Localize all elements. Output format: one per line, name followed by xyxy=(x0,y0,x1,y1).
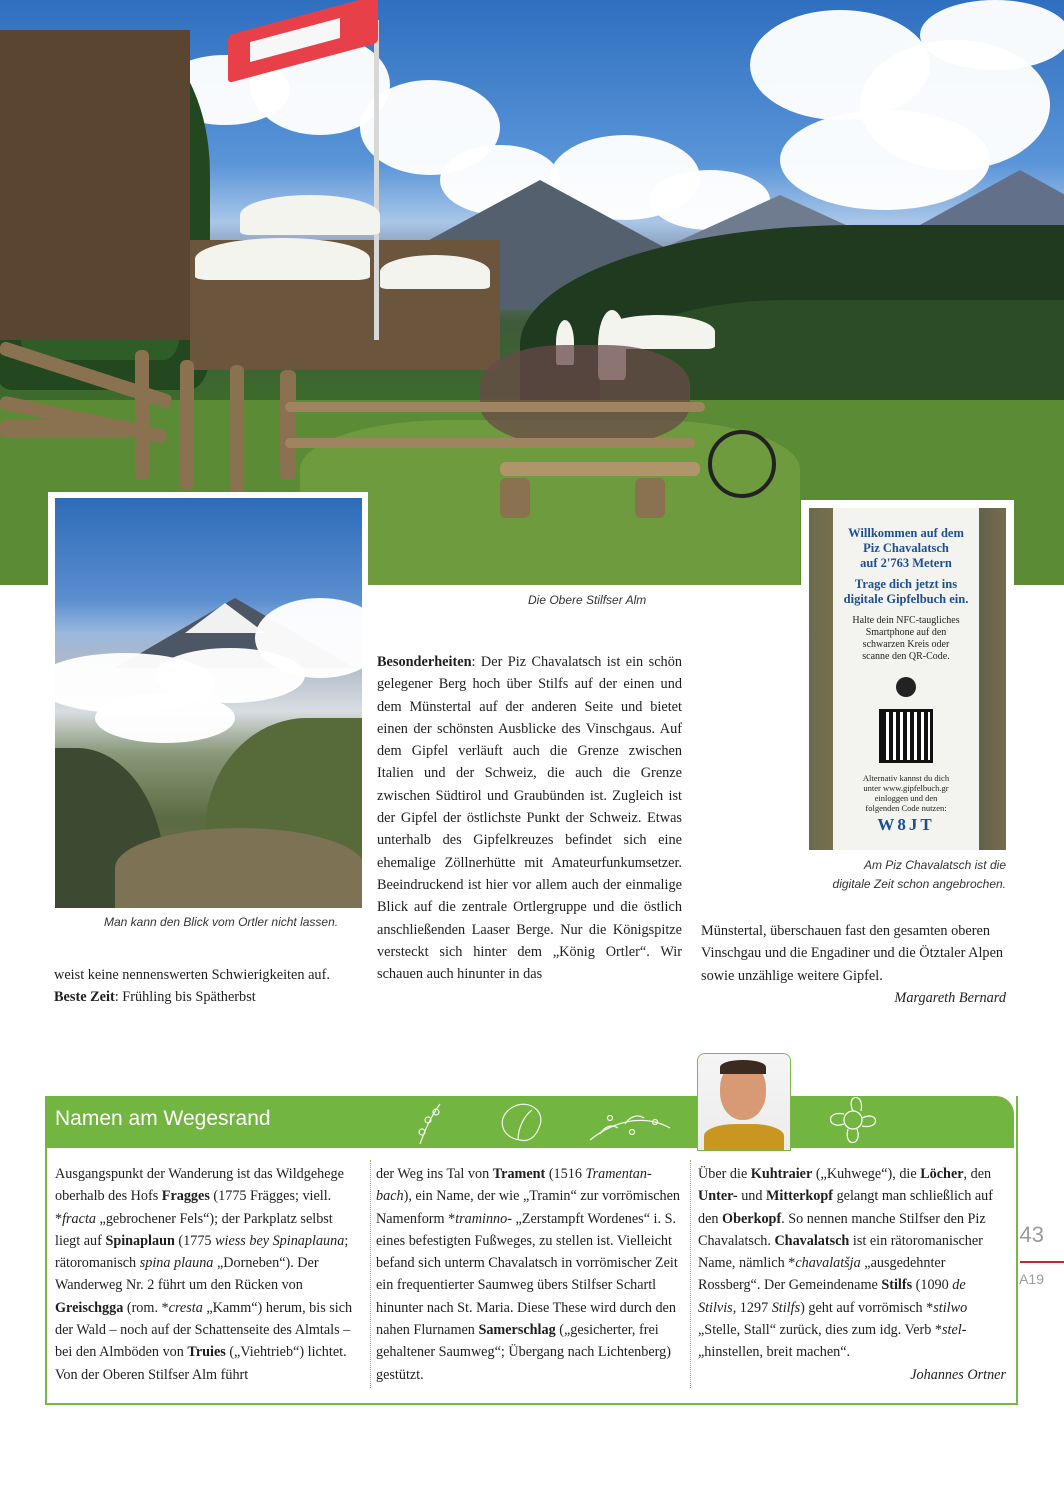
names-col-3: Über die Kuhtraier („Kuhwege“), die Löcher, den Unter- und Mitterkopf gelangt man schließlich auf den Oberkopf. So nennen manche Stilfser den Piz Chavalatsch. Chavalatsch ist ein rätoromanischer Name, nämlich *chavalatšja „ausgedehnter Rossberg“. Der Gemeindename Stilfs (1090 de Stilvis, 1297 Stilfs) geht auf vorrömisch *stilwo „Stelle, Stall“ zurück, dies zum idg. Verb *stel- „hinstellen, breit machen“. xyxy=(698,1166,993,1361)
column-divider xyxy=(370,1160,371,1388)
hero-caption: Die Obere Stilfser Alm xyxy=(528,593,647,607)
nfc-circle-icon xyxy=(896,677,916,697)
sign-line-5: digitale Gipfelbuch ein. xyxy=(843,592,969,606)
highlights-label: Besonderheiten xyxy=(377,654,472,670)
summit-sign-photo xyxy=(809,508,1006,850)
right-caption-line-2: digitale Zeit schon angebrochen. xyxy=(832,877,1006,891)
right-caption-line-1: Am Piz Chavalatsch ist die xyxy=(863,858,1006,872)
qr-code-icon xyxy=(879,709,933,763)
ortler-photo xyxy=(55,498,362,908)
article-col-3 xyxy=(701,920,1006,1009)
sign-line-1: Willkommen auf dem xyxy=(848,526,964,540)
sign-line-7: Smartphone auf den xyxy=(865,627,947,638)
sign-line-9: scanne den QR-Code. xyxy=(862,651,950,662)
floral-decoration-icon xyxy=(400,1100,680,1146)
author-portrait xyxy=(697,1053,791,1151)
sign-line-6: Halte dein NFC-taugliches xyxy=(852,615,960,626)
sign-line-3: auf 2'763 Metern xyxy=(860,556,952,570)
names-col-1: Ausgangspunkt der Wanderung ist das Wildgehege oberhalb des Hofs Fragges (1775 Frägges; viell. *fracta „gebrochener Fels“); der Parkplatz selbst liegt auf Spinaplaun (1775 wiess bey Spinaplauna; rätoromanisch spina plauna „Dorneben“). Der Wanderweg Nr. 2 führt um den Rücken von Greischgga (rom. *cresta „Kamm“) herum, bis sich der Wald – noch auf der Schattenseite des Almtals – bei den Almböden von Truies („Viehtrieb“) lichtet. Von der Oberen Stilfser Alm führt xyxy=(55,1166,353,1383)
col1-line: weist keine nennenswerten Schwierigkeiten auf. xyxy=(54,967,330,983)
sign-line-4: Trage dich jetzt ins xyxy=(854,577,958,591)
sign-line-11: unter www.gipfelbuch.gr xyxy=(863,783,949,793)
right-photo-caption xyxy=(801,856,1006,894)
sign-line-10: Alternativ kannst du dich xyxy=(862,773,950,783)
page-number-rule xyxy=(1020,1261,1064,1263)
sign-line-13: folgenden Code nutzen: xyxy=(865,803,947,813)
sign-line-12: einloggen und den xyxy=(874,793,938,803)
left-photo-caption: Man kann den Blick vom Ortler nicht lassen. xyxy=(104,915,339,929)
best-time-value: : Frühling bis Spätherbst xyxy=(114,989,256,1006)
column-divider xyxy=(690,1160,691,1388)
sign-line-2: Piz Chavalatsch xyxy=(863,541,949,555)
flower-icon xyxy=(815,1090,895,1146)
best-time-label: Beste Zeit xyxy=(54,989,115,1006)
col3-text: Münstertal, überschauen fast den gesamten oberen Vinschgau und die Engadiner und die Ötztaler Alpen sowie unzählige weitere Gipfel. xyxy=(701,923,1004,984)
highlights-text: : Der Piz Chavalatsch ist ein schön gelegener Berg hoch über Stilfs auf der einen und dem Münstertal auf der anderen Seite und bietet einen der schönsten Ausblicke des Vinschgaus. Auf dem Gipfel verläuft auch die Grenze zwischen Italien und der Schweiz, die auch die Grenze zwischen Südtirol und Graubünden ist. Zugleich ist der Gipfel der östlichste Punkt der Schweiz. Etwas unterhalb des Gipfelkreuzes befindet sich eine ehemalige Zöllnerhütte mit Amateurfunkumsetzer. Beeindruckend ist hier vor allem auch der einmalige Blick auf die zentrale Ortlergruppe und die östlich anschließenden Laaser Berge. Nur die Königspitze versteckt sich hinter dem „König Ortler“. Wir schauen auch hinunter in das xyxy=(377,654,682,983)
names-author: Johannes Ortner xyxy=(910,1367,1006,1383)
article-author: Margareth Bernard xyxy=(894,989,1006,1006)
sign-code: W8JT xyxy=(877,815,935,834)
sign-line-8: schwarzen Kreis oder xyxy=(862,639,950,650)
issue-code: A19 xyxy=(1019,1271,1044,1287)
names-col-2: der Weg ins Tal von Trament (1516 Tramentanbach), ein Name, der wie „Tramin“ zur vorrömischen Namenform *traminno- „Zerstampft Wordenes“ i. S. eines befestigten Fußweges, zu stellen ist. Vielleicht befand sich unterm Chavalatsch in vorrömischer Zeit ein frequentierter Saumweg übers Stilfser Schartl hinunter nach St. Maria. Diese These wird durch den nahen Flurnamen Samerschlag („gesicherter, frei gehaltener Saumweg“; Übergang nach Lichtenberg) gestützt. xyxy=(376,1166,681,1383)
article-col-1 xyxy=(54,964,366,1009)
article-col-2 xyxy=(377,651,682,985)
names-box-title: Namen am Wegesrand xyxy=(55,1107,271,1130)
page-number: 43 xyxy=(1019,1222,1044,1247)
